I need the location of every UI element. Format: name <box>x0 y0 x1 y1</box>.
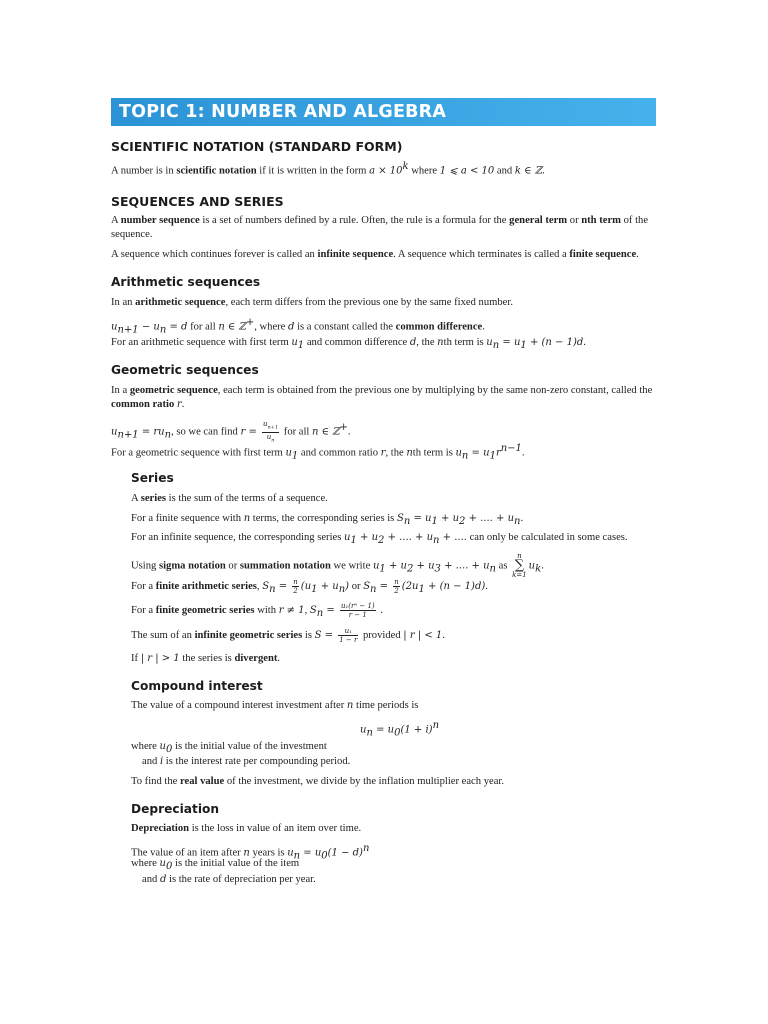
math-sub: n <box>492 340 500 352</box>
math: 1 ⩽ a < 10 <box>439 165 495 177</box>
text: The value of a compound interest investment after <box>131 700 347 711</box>
text: A <box>111 215 121 226</box>
math-sub: 2 <box>378 535 385 547</box>
text: or <box>567 215 582 226</box>
term-depreciation: Depreciation <box>131 823 190 834</box>
math: a × 10 <box>369 165 403 177</box>
math-sub: n <box>366 727 373 739</box>
math-sub: n <box>338 584 346 596</box>
math: − u <box>138 321 160 333</box>
text: of the investment, we divide by the inflation multiplier each year. <box>224 776 504 787</box>
text: . A sequence which terminates is called a <box>393 249 570 260</box>
geometric-definition-cont <box>111 398 184 412</box>
math: = u <box>410 513 432 524</box>
text: . <box>541 560 544 572</box>
math: n <box>243 513 251 524</box>
math-sub: 1 <box>520 340 527 352</box>
term-number-sequence: number sequence <box>120 215 200 226</box>
term-nth-term: nth term <box>581 215 621 226</box>
text: and <box>142 756 160 767</box>
math: = ru <box>138 426 165 438</box>
sum-lower-limit: k=1 <box>512 571 527 579</box>
term-general-term: general term <box>509 215 568 226</box>
text: A number is in <box>111 165 177 177</box>
text: of the <box>620 215 649 226</box>
text: where <box>131 858 160 869</box>
text: can only be calculated in some cases. <box>466 532 628 543</box>
text: . <box>485 581 488 592</box>
heading-scientific-notation: SCIENTIFIC NOTATION (STANDARD FORM) <box>111 139 403 154</box>
text: provided <box>360 630 404 641</box>
term-scientific-notation: scientific notation <box>176 165 257 177</box>
math-sup: n−1 <box>500 443 522 454</box>
text: , the <box>385 447 407 459</box>
term-finite-geometric-series: finite geometric series <box>155 605 255 616</box>
frac-den: r − 1 <box>348 611 367 620</box>
text: time periods is <box>353 700 419 711</box>
term-geometric-sequence: geometric sequence <box>129 385 218 396</box>
math: r ≠ 1 <box>278 605 305 616</box>
heading-sequences-and-series: SEQUENCES AND SERIES <box>111 194 284 209</box>
heading-compound-interest: Compound interest <box>131 679 263 693</box>
fraction <box>338 627 358 644</box>
text: is the rate of depreciation per year. <box>166 874 316 885</box>
math: ) <box>345 581 350 592</box>
math: d <box>159 874 167 885</box>
math: + .... + u <box>465 513 515 524</box>
math: = <box>323 605 338 616</box>
text: To find the <box>131 776 180 787</box>
text: the series is <box>179 653 235 664</box>
infinite-series <box>131 531 628 548</box>
math-sub: 0 <box>321 850 328 862</box>
math-sub: n <box>269 584 276 596</box>
math: n <box>437 337 444 348</box>
text: is a set of numbers defined by a rule. Often, the rule is a formula for the <box>199 215 510 226</box>
text: and <box>142 874 160 885</box>
text: . <box>347 426 351 438</box>
math-sub: n <box>433 535 440 547</box>
term-real-value: real value <box>179 776 225 787</box>
math: (2u <box>401 581 419 592</box>
text: , each term differs from the previous one by the same fixed number. <box>225 297 513 308</box>
text: A sequence which continues forever is called an <box>111 249 318 260</box>
math: + u <box>413 560 435 572</box>
math: S <box>363 581 371 592</box>
math: u <box>285 447 292 459</box>
sigma-symbol: ∑ <box>514 558 525 573</box>
text: and <box>494 165 515 177</box>
text: and common ratio <box>298 447 381 459</box>
math: = <box>275 581 291 592</box>
text: where <box>131 741 160 752</box>
frac-den: 1 − r <box>339 636 358 645</box>
math-sub: 2 <box>406 563 414 575</box>
text: , <box>304 605 310 616</box>
math: n <box>346 700 354 711</box>
finite-series <box>131 512 523 529</box>
text: if it is written in the form <box>256 165 370 177</box>
heading-arithmetic-sequences: Arithmetic sequences <box>111 275 261 289</box>
frac-num: n <box>293 578 298 587</box>
heading-geometric-sequences: Geometric sequences <box>111 363 259 377</box>
text: is the interest rate per compounding period. <box>163 756 351 767</box>
text: . <box>521 447 525 459</box>
text: , <box>256 581 263 592</box>
term-finite-arithmetic-series: finite arithmetic series <box>155 581 257 592</box>
math: u <box>111 321 118 333</box>
fraction <box>292 578 299 595</box>
math: (1 − d) <box>327 847 363 859</box>
arithmetic-nth-term <box>111 336 586 353</box>
term-common-difference: common difference <box>395 321 483 333</box>
compound-where-i <box>142 755 350 769</box>
math-sub: 1 <box>350 535 357 547</box>
math: = u <box>372 724 395 736</box>
sum-upper-limit: n <box>517 552 522 560</box>
math: u <box>159 741 166 752</box>
math: | r | < 1 <box>403 630 443 641</box>
math-sub: n <box>514 516 521 528</box>
math-sub: 1 <box>379 563 386 575</box>
math: u <box>455 447 462 459</box>
math: (u <box>300 581 312 592</box>
math-sub: n <box>461 450 469 462</box>
text: is the sum of the terms of a sequence. <box>166 493 328 504</box>
term-sigma-notation: sigma notation <box>158 560 226 572</box>
number-sequence-paragraph-cont: sequence. <box>111 229 153 240</box>
text: The value of an item after <box>131 847 244 859</box>
math-sub: 0 <box>165 861 173 873</box>
text: and common difference <box>304 337 410 348</box>
math-sub: n <box>403 516 411 528</box>
math: u <box>111 426 118 438</box>
geometric-nth-term <box>111 442 525 464</box>
math: + .... <box>439 532 467 543</box>
math: + (n − 1)d) <box>424 581 486 592</box>
frac-num: u <box>263 420 268 429</box>
text: In a <box>111 385 130 396</box>
frac-num: n <box>394 578 399 587</box>
math-sub: k <box>535 563 542 575</box>
math: + u <box>437 513 460 524</box>
math-sub: 2 <box>459 516 466 528</box>
compound-interest-intro <box>131 699 418 713</box>
math: S <box>262 581 270 592</box>
text: th term is <box>443 337 487 348</box>
series-definition <box>131 492 328 506</box>
infinite-sequence-paragraph <box>111 248 639 262</box>
text: . <box>482 321 485 333</box>
math: = u <box>468 447 490 459</box>
math: r <box>380 447 386 459</box>
math: u <box>159 858 166 869</box>
math: r <box>495 447 501 459</box>
math-sub: n+1 <box>117 429 139 441</box>
term-summation-notation: summation notation <box>239 560 331 572</box>
text: we write <box>330 560 373 572</box>
text: In an <box>111 297 136 308</box>
math: S <box>396 513 404 524</box>
math: = d <box>166 321 188 333</box>
infinite-geometric-series <box>131 626 445 646</box>
term-arithmetic-sequence: arithmetic sequence <box>135 297 226 308</box>
math: + u <box>356 532 379 543</box>
math: n ∈ ℤ <box>218 321 246 333</box>
math-sub: 0 <box>165 744 173 756</box>
math-sub: 1 <box>431 516 438 528</box>
text: terms, the corresponding series is <box>250 513 397 524</box>
arithmetic-definition <box>111 296 513 310</box>
math: = <box>376 581 392 592</box>
text: For a <box>131 605 156 616</box>
frac-den: 2 <box>394 587 399 596</box>
text: as <box>495 560 511 572</box>
text: . <box>520 513 524 524</box>
math: n <box>243 847 250 859</box>
math: r <box>176 399 182 410</box>
text: is the initial value of the item <box>172 858 300 869</box>
text: or <box>225 560 240 572</box>
frac-den: 2 <box>293 587 298 596</box>
text: A <box>131 493 141 504</box>
text: years is <box>249 847 288 859</box>
frac-den-sub: n <box>271 436 275 443</box>
math-sub: 0 <box>394 727 401 739</box>
math: d <box>409 337 417 348</box>
depreciation-where-d <box>142 873 316 887</box>
text: , the <box>416 337 438 348</box>
math-sub: n <box>489 563 496 575</box>
text: For a geometric sequence with first term <box>111 447 286 459</box>
math: u <box>291 337 298 348</box>
frac-den: u <box>266 432 272 441</box>
topic-banner: TOPIC 1: NUMBER AND ALGEBRA <box>111 98 656 126</box>
fraction <box>340 602 376 619</box>
term-divergent: divergent <box>234 653 278 664</box>
depreciation-where-u0 <box>131 857 299 874</box>
text: For a <box>131 581 156 592</box>
text: , where <box>254 321 289 333</box>
text: is the initial value of the investment <box>172 741 327 752</box>
text: is a constant called the <box>294 321 396 333</box>
math-sub: 1 <box>291 450 299 462</box>
text: . <box>377 605 383 616</box>
text: If <box>131 653 141 664</box>
heading-series: Series <box>131 471 174 485</box>
math-sub: 1 <box>489 450 496 462</box>
text: is <box>302 630 315 641</box>
depreciation-definition <box>131 822 361 836</box>
math-sup: + <box>245 317 255 328</box>
text: with <box>254 605 279 616</box>
math-sub: n+1 <box>117 324 139 336</box>
math: S <box>309 605 317 616</box>
math: d <box>288 321 295 333</box>
math: + u <box>317 581 339 592</box>
math-sub: 1 <box>418 584 425 596</box>
text: For a finite sequence with <box>131 513 244 524</box>
math: + u <box>385 560 407 572</box>
fraction <box>262 420 279 444</box>
fraction <box>393 578 400 595</box>
math-sup: n <box>362 843 370 854</box>
math: + (n − 1)d <box>526 337 584 348</box>
math-sub: n <box>159 324 167 336</box>
frac-num: u₁ <box>338 627 358 636</box>
real-value-paragraph <box>131 775 504 789</box>
text: . <box>636 249 639 260</box>
math: n <box>406 447 413 459</box>
finite-arithmetic-series <box>131 577 488 600</box>
math-sub: 1 <box>311 584 318 596</box>
math: = u <box>300 847 322 859</box>
text: The sum of an <box>131 630 195 641</box>
term-series: series <box>140 493 167 504</box>
text: . <box>277 653 281 664</box>
math: S = <box>314 630 337 641</box>
math: u <box>344 532 351 543</box>
text: is the loss in value of an item over time. <box>189 823 362 834</box>
text: for all <box>187 321 219 333</box>
math: u <box>528 560 536 572</box>
math: + .... + u <box>440 560 490 572</box>
math-sub: n <box>164 429 172 441</box>
math: = u <box>499 337 521 348</box>
sigma-sum <box>512 553 527 579</box>
finite-geometric-series <box>131 601 383 624</box>
math: k ∈ ℤ <box>514 165 542 177</box>
text: or <box>349 581 364 592</box>
math: r = <box>240 426 261 438</box>
text: Using <box>131 560 159 572</box>
text: , each term is obtained from the previous one by multiplying by the same non-zero constant, called the <box>217 385 653 396</box>
text: For an arithmetic sequence with first term <box>111 337 292 348</box>
math-sup: + <box>339 422 348 433</box>
math: n ∈ ℤ <box>312 426 340 438</box>
math-sub: n <box>316 608 324 620</box>
term-infinite-geometric-series: infinite geometric series <box>194 630 303 641</box>
heading-depreciation: Depreciation <box>131 802 220 816</box>
frac-num-sub: n+1 <box>267 424 279 431</box>
text: . <box>542 165 545 177</box>
text: for all <box>281 426 313 438</box>
text: where <box>408 165 440 177</box>
number-sequence-paragraph <box>111 214 648 228</box>
text: For an infinite sequence, the corresponding series <box>131 532 344 543</box>
math-sub: n <box>293 850 301 862</box>
common-difference-formula <box>111 316 485 338</box>
math: u <box>360 724 367 736</box>
math: i <box>159 756 164 767</box>
math-sub: 1 <box>297 340 305 352</box>
term-common-ratio: common ratio <box>111 399 175 410</box>
math-sup: k <box>402 161 409 172</box>
text: , so we can find <box>171 426 241 438</box>
math-sub: 3 <box>434 563 441 575</box>
math: u <box>372 560 380 572</box>
math: | r | > 1 <box>140 653 180 664</box>
text: . <box>583 337 586 348</box>
term-finite-sequence: finite sequence <box>569 249 637 260</box>
divergent-series <box>131 652 280 666</box>
math-sup: n <box>432 720 440 731</box>
frac-num: u₁(rⁿ − 1) <box>340 602 375 611</box>
text: th term is <box>412 447 456 459</box>
math-sub: n <box>370 584 377 596</box>
math: (1 + i) <box>400 724 433 736</box>
scientific-notation-paragraph <box>111 160 545 179</box>
math: u <box>287 847 294 859</box>
text: . <box>442 630 445 641</box>
math: + .... + u <box>384 532 434 543</box>
compound-interest-formula <box>360 719 439 741</box>
text: . <box>181 399 185 410</box>
math: u <box>486 337 493 348</box>
term-infinite-sequence: infinite sequence <box>317 249 394 260</box>
geometric-definition <box>111 384 652 398</box>
